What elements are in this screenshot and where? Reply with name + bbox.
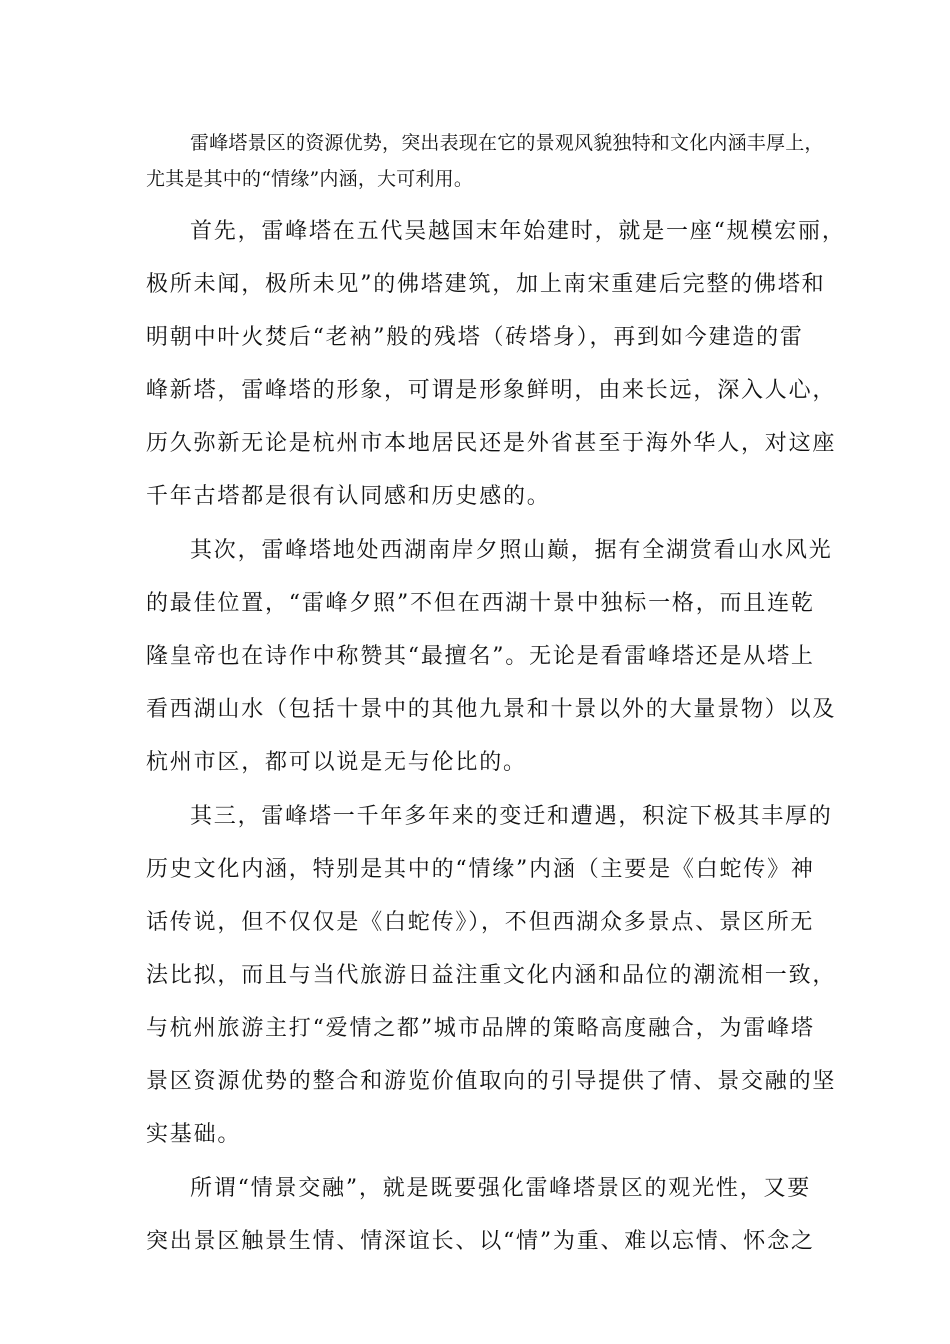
para3-line-4: 法比拟，而且与当代旅游日益注重文化内涵和品位的潮流相一致， [146, 963, 837, 988]
para1-line-6: 千年古塔都是很有认同感和历史感的。 [146, 484, 551, 509]
intro-line-2: 尤其是其中的“情缘”内涵，大可利用。 [146, 168, 474, 190]
para3-line-7: 实基础。 [146, 1122, 242, 1147]
para4-line-1: 所谓“情景交融”，就是既要强化雷峰塔景区的观光性，又要 [190, 1176, 812, 1201]
para4-line-2: 突出景区触景生情、情深谊长、以“情”为重、难以忘情、怀念之 [146, 1229, 815, 1254]
para3-line-5: 与杭州旅游主打“爱情之都”城市品牌的策略高度融合，为雷峰塔 [146, 1016, 815, 1041]
para2-line-2: 的最佳位置，“雷峰夕照”不但在西湖十景中独标一格，而且连乾 [146, 591, 815, 616]
para2-line-3: 隆皇帝也在诗作中称赞其“最擅名”。无论是看雷峰塔还是从塔上 [146, 644, 815, 669]
para1-line-5: 历久弥新无论是杭州市本地居民还是外省甚至于海外华人，对这座 [146, 431, 837, 456]
para1-line-2: 极所未闻，极所未见”的佛塔建筑，加上南宋重建后完整的佛塔和 [146, 272, 826, 297]
para3-line-1: 其三，雷峰塔一千年多年来的变迁和遭遇，积淀下极其丰厚的 [190, 804, 833, 829]
para1-line-4: 峰新塔，雷峰塔的形象，可谓是形象鲜明，由来长远，深入人心， [146, 378, 837, 403]
para1-line-3: 明朝中叶火焚后“老衲”般的残塔（砖塔身），再到如今建造的雷 [146, 325, 804, 350]
para2-line-4: 看西湖山水（包括十景中的其他九景和十景以外的大量景物）以及 [146, 697, 837, 722]
para3-line-6: 景区资源优势的整合和游览价值取向的引导提供了情、景交融的坚 [146, 1069, 837, 1094]
para3-line-2: 历史文化内涵，特别是其中的“情缘”内涵（主要是《白蛇传》神 [146, 857, 815, 882]
para2-line-5: 杭州市区，都可以说是无与伦比的。 [146, 750, 527, 775]
intro-line-1: 雷峰塔景区的资源优势，突出表现在它的景观风貌独特和文化内涵丰厚上， [190, 132, 824, 154]
para2-line-1: 其次，雷峰塔地处西湖南岸夕照山巅，据有全湖赏看山水风光 [190, 538, 833, 563]
para3-line-3: 话传说，但不仅仅是《白蛇传》），不但西湖众多景点、景区所无 [146, 910, 815, 935]
para1-line-1: 首先，雷峰塔在五代吴越国末年始建时，就是一座“规模宏丽， [190, 219, 846, 244]
